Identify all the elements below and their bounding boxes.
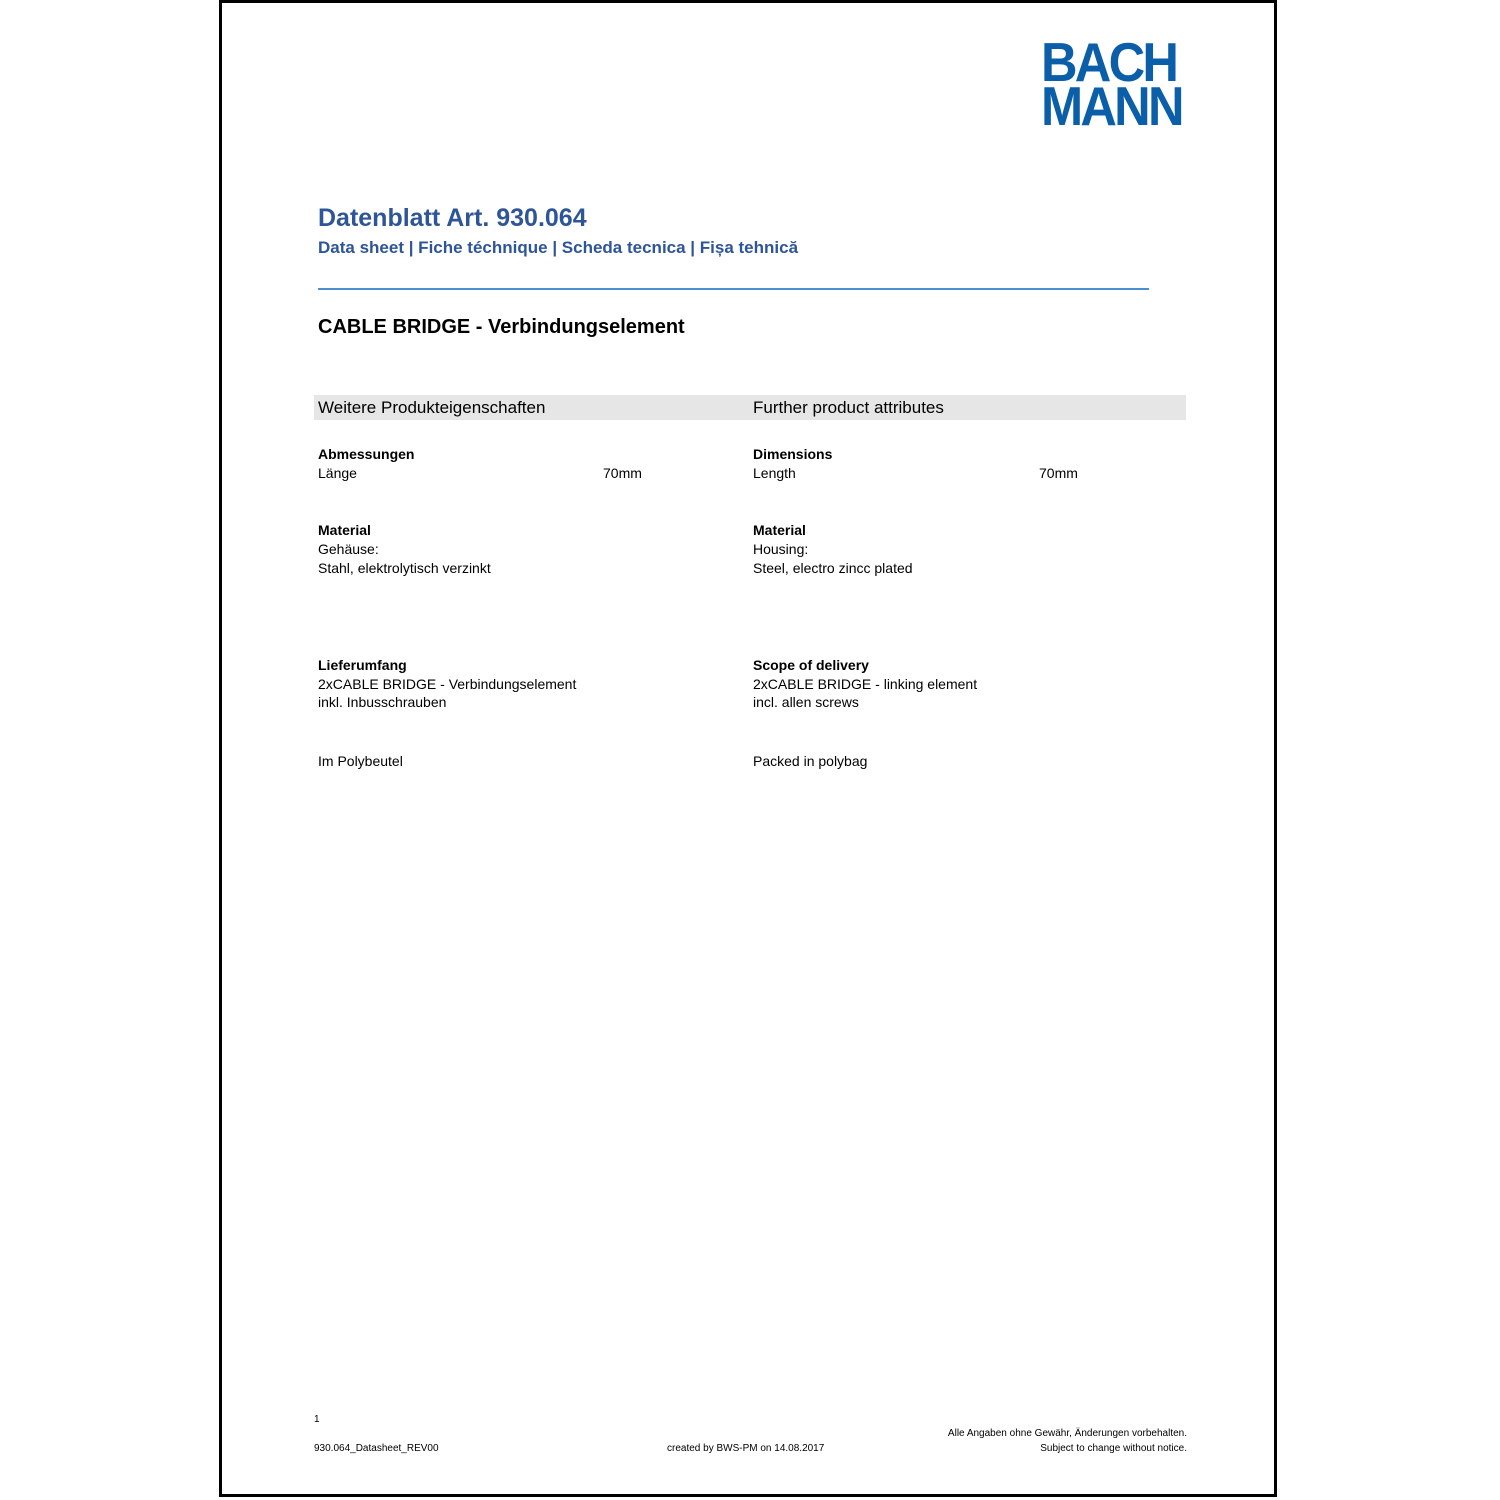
dimensions-heading-en: Dimensions [753,446,833,462]
delivery-heading-de: Lieferumfang [318,657,407,673]
page-number: 1 [314,1414,320,1425]
packing-en: Packed in polybag [753,753,868,769]
delivery-line2-en: incl. allen screws [753,694,859,710]
length-label-de: Länge [318,465,357,481]
material-line2-en: Steel, electro zincc plated [753,560,913,576]
material-line1-de: Gehäuse: [318,541,379,557]
page-title: Datenblatt Art. 930.064 [318,204,587,232]
material-heading-de: Material [318,522,371,538]
material-line2-de: Stahl, elektrolytisch verzinkt [318,560,491,576]
bachmann-logo [1041,31,1191,137]
delivery-line1-en: 2xCABLE BRIDGE - linking element [753,676,978,692]
length-value-en: 70mm [1039,465,1078,481]
product-title: CABLE BRIDGE - Verbindungselement [318,316,685,338]
footer-disclaimer-en: Subject to change without notice. [1040,1443,1187,1454]
delivery-heading-en: Scope of delivery [753,657,869,673]
band-label-en: Further product attributes [753,398,944,417]
length-value-de: 70mm [603,465,642,481]
footer-created: created by BWS-PM on 14.08.2017 [667,1443,825,1454]
logo-line-2: MANN [1041,75,1182,137]
material-heading-en: Material [753,522,806,538]
page-subtitle: Data sheet | Fiche téchnique | Scheda tecnica | Fișa tehnică [318,238,799,257]
footer-file-name: 930.064_Datasheet_REV00 [314,1443,439,1454]
material-line1-en: Housing: [753,541,809,557]
delivery-line2-de: inkl. Inbusschrauben [318,694,447,710]
band-label-de: Weitere Produkteigenschaften [318,398,546,417]
packing-de: Im Polybeutel [318,753,403,769]
header-divider [318,288,1149,290]
dimensions-heading-de: Abmessungen [318,446,415,462]
delivery-line1-de: 2xCABLE BRIDGE - Verbindungselement [318,676,577,692]
length-label-en: Length [753,465,796,481]
footer-disclaimer-de: Alle Angaben ohne Gewähr, Änderungen vorbehalten. [947,1428,1187,1439]
logo-line-1: BACH [1041,31,1177,93]
